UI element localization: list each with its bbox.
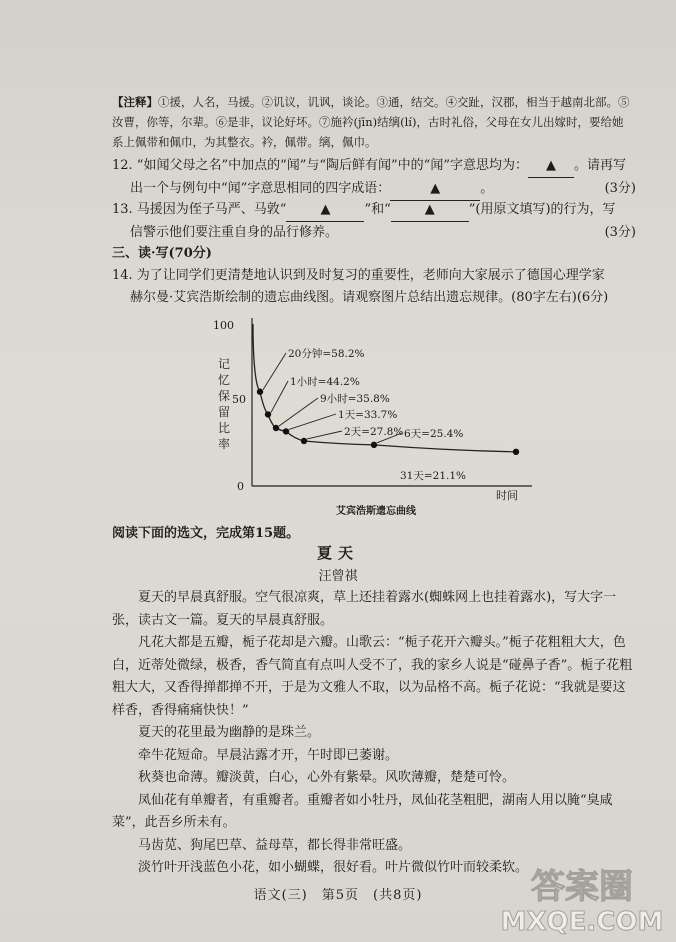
point-label: 2天=27.8% [344, 426, 404, 438]
essay-paragraph: 夏天的花里最为幽静的是珠兰。 [138, 725, 321, 740]
y-tick-50: 50 [232, 393, 246, 406]
y-axis-label-char: 率 [217, 437, 231, 451]
point-leader-line [263, 353, 286, 390]
question-14 [112, 265, 636, 309]
essay-title: 夏天 [316, 544, 359, 562]
point-label: 6天=25.4% [404, 428, 464, 440]
curve-point [265, 411, 271, 417]
y-axis-label-char: 比 [217, 421, 231, 435]
question-13 [112, 199, 636, 244]
y-axis-label-char: 留 [217, 405, 231, 419]
essay-paragraph: 凤仙花有单瓣者，有重瓣者。重瓣者如小牡丹，凤仙花茎粗肥，湖南人用以腌“臭咸菜”，此吾乡所未有。 [112, 792, 613, 830]
curve-point [513, 449, 519, 455]
y-axis-label-char: 保 [217, 389, 231, 403]
chart-title: 艾宾浩斯遗忘曲线 [336, 506, 416, 517]
point-leader-line [307, 431, 342, 439]
q13-score: (3分) [604, 225, 636, 240]
reading-instruction: 阅读下面的选文，完成第15题。 [112, 526, 300, 541]
blank-marker: ▲ [320, 202, 331, 217]
question-12 [112, 155, 636, 201]
curve-point [371, 442, 377, 448]
q14-line-1: 14. 为了让同学们更清楚地认识到及时复习的重要性，老师向大家展示了德国心理学家 [112, 268, 605, 283]
curve-point [257, 389, 263, 395]
q13-text-a: 13. 马援因为侄子马严、马敦“ [112, 202, 287, 217]
note-label: 【注释】 [112, 95, 158, 109]
y-axis-label-char: 忆 [217, 373, 231, 387]
q12-text-c: 出一个与例句中“闻”字意思相同的四字成语： [130, 181, 391, 196]
essay-author: 汪曾祺 [318, 569, 358, 584]
watermark-line-2: MXQE.COM [500, 907, 664, 936]
watermark-line-1: 答案圈 [531, 867, 633, 907]
note-text: ①援，人名，马援。②讥议，讥讽，谈论。③通，结交。④交趾，汉郡，相当于越南北部。⑤汝曹，你等，尔辈。⑥是非，议论好坏。⑦施衿(jīn)结缡(lí)，古时礼俗，父母在女儿出嫁时，要给她系上佩带和佩巾，为其整衣。衿，佩带。缡，佩巾。 [112, 95, 630, 149]
q12-text-d: 。 [480, 181, 494, 196]
y-axis-label [218, 357, 230, 451]
y-tick-0: 0 [237, 480, 244, 493]
point-leader-line [271, 381, 288, 412]
blank-marker: ▲ [545, 158, 556, 173]
q12-score: (3分) [604, 181, 636, 196]
q14-line-2: 赫尔曼·艾宾浩斯绘制的遗忘曲线图。请观察图片总结出遗忘规律。(80字左右)(6分) [130, 290, 609, 305]
essay-paragraph: 淡竹叶开浅蓝色小花，如小蝴蝶，很好看。叶片微似竹叶而较柔软。 [138, 860, 529, 875]
page-footer: 语文(三) 第5页 (共8页) [253, 888, 423, 903]
q12-text-a: 12. “如闻父母之名”中加点的“闻”与“陶后鲜有闻”中的“闻”字意思均为： [112, 158, 528, 173]
q13-text-d: 信警示他们要注重自身的品行修养。 [130, 225, 339, 240]
q13-text-c: ”(用原文填写)的行为，写 [468, 202, 616, 217]
point-label: 31天=21.1% [400, 470, 467, 482]
section-3-heading: 三、读·写(70分) [112, 246, 212, 261]
blank-marker: ▲ [430, 181, 441, 196]
curve-points [257, 347, 519, 482]
essay-paragraph: 秋葵也命薄。瓣淡黄，白心，心外有紫晕。风吹薄瓣，楚楚可怜。 [138, 770, 516, 785]
x-axis-label: 时间 [496, 489, 518, 502]
blank-marker: ▲ [424, 202, 435, 217]
curve-point [283, 428, 289, 434]
point-label: 20分钟=58.2% [288, 348, 365, 360]
essay-paragraph: 夏天的早晨真舒服。空气很凉爽，草上还挂着露水(蜘蛛网上也挂着露水)，写大字一张，读古文一篇。夏天的早晨真舒服。 [112, 590, 617, 628]
essay-body [112, 587, 634, 880]
essay-paragraph: 牵牛花短命。早晨沾露才开，午时即已萎谢。 [138, 747, 399, 763]
forgetting-curve-chart [210, 310, 540, 520]
annotation-note [112, 92, 630, 152]
point-leader-line [289, 414, 336, 429]
q13-blank-2[interactable] [391, 199, 469, 222]
essay-paragraph: 马齿苋、狗尾巴草、益母草，都长得非常旺盛。 [138, 837, 412, 853]
curve-point [273, 425, 279, 431]
y-axis-label-char: 记 [217, 357, 231, 371]
site-watermark-logo [494, 858, 670, 936]
point-label: 1天=33.7% [338, 409, 398, 421]
y-tick-100: 100 [213, 319, 234, 332]
q12-blank-1[interactable] [528, 155, 574, 178]
q13-blank-1[interactable] [286, 199, 364, 222]
point-label: 9小时=35.8% [320, 393, 390, 405]
curve-point [301, 438, 307, 444]
point-label: 1小时=44.2% [290, 376, 360, 388]
q13-text-b: ”和“ [364, 202, 391, 217]
q12-blank-2[interactable] [390, 178, 480, 201]
q12-text-b: 。请再写 [573, 158, 626, 173]
essay-paragraph: 凡花大都是五瓣，栀子花却是六瓣。山歌云：“栀子花开六瓣头。”栀子花粗粗大大，色白，近蒂处微绿，极香，香气简直有点叫人受不了，我的家乡人说是“碰鼻子香”。栀子花粗粗大大，又香得掸都掸不开，于是为文雅人不取，以为品格不高。栀子花说：“我就是要这样香，香得痛痛快快！” [112, 635, 633, 718]
